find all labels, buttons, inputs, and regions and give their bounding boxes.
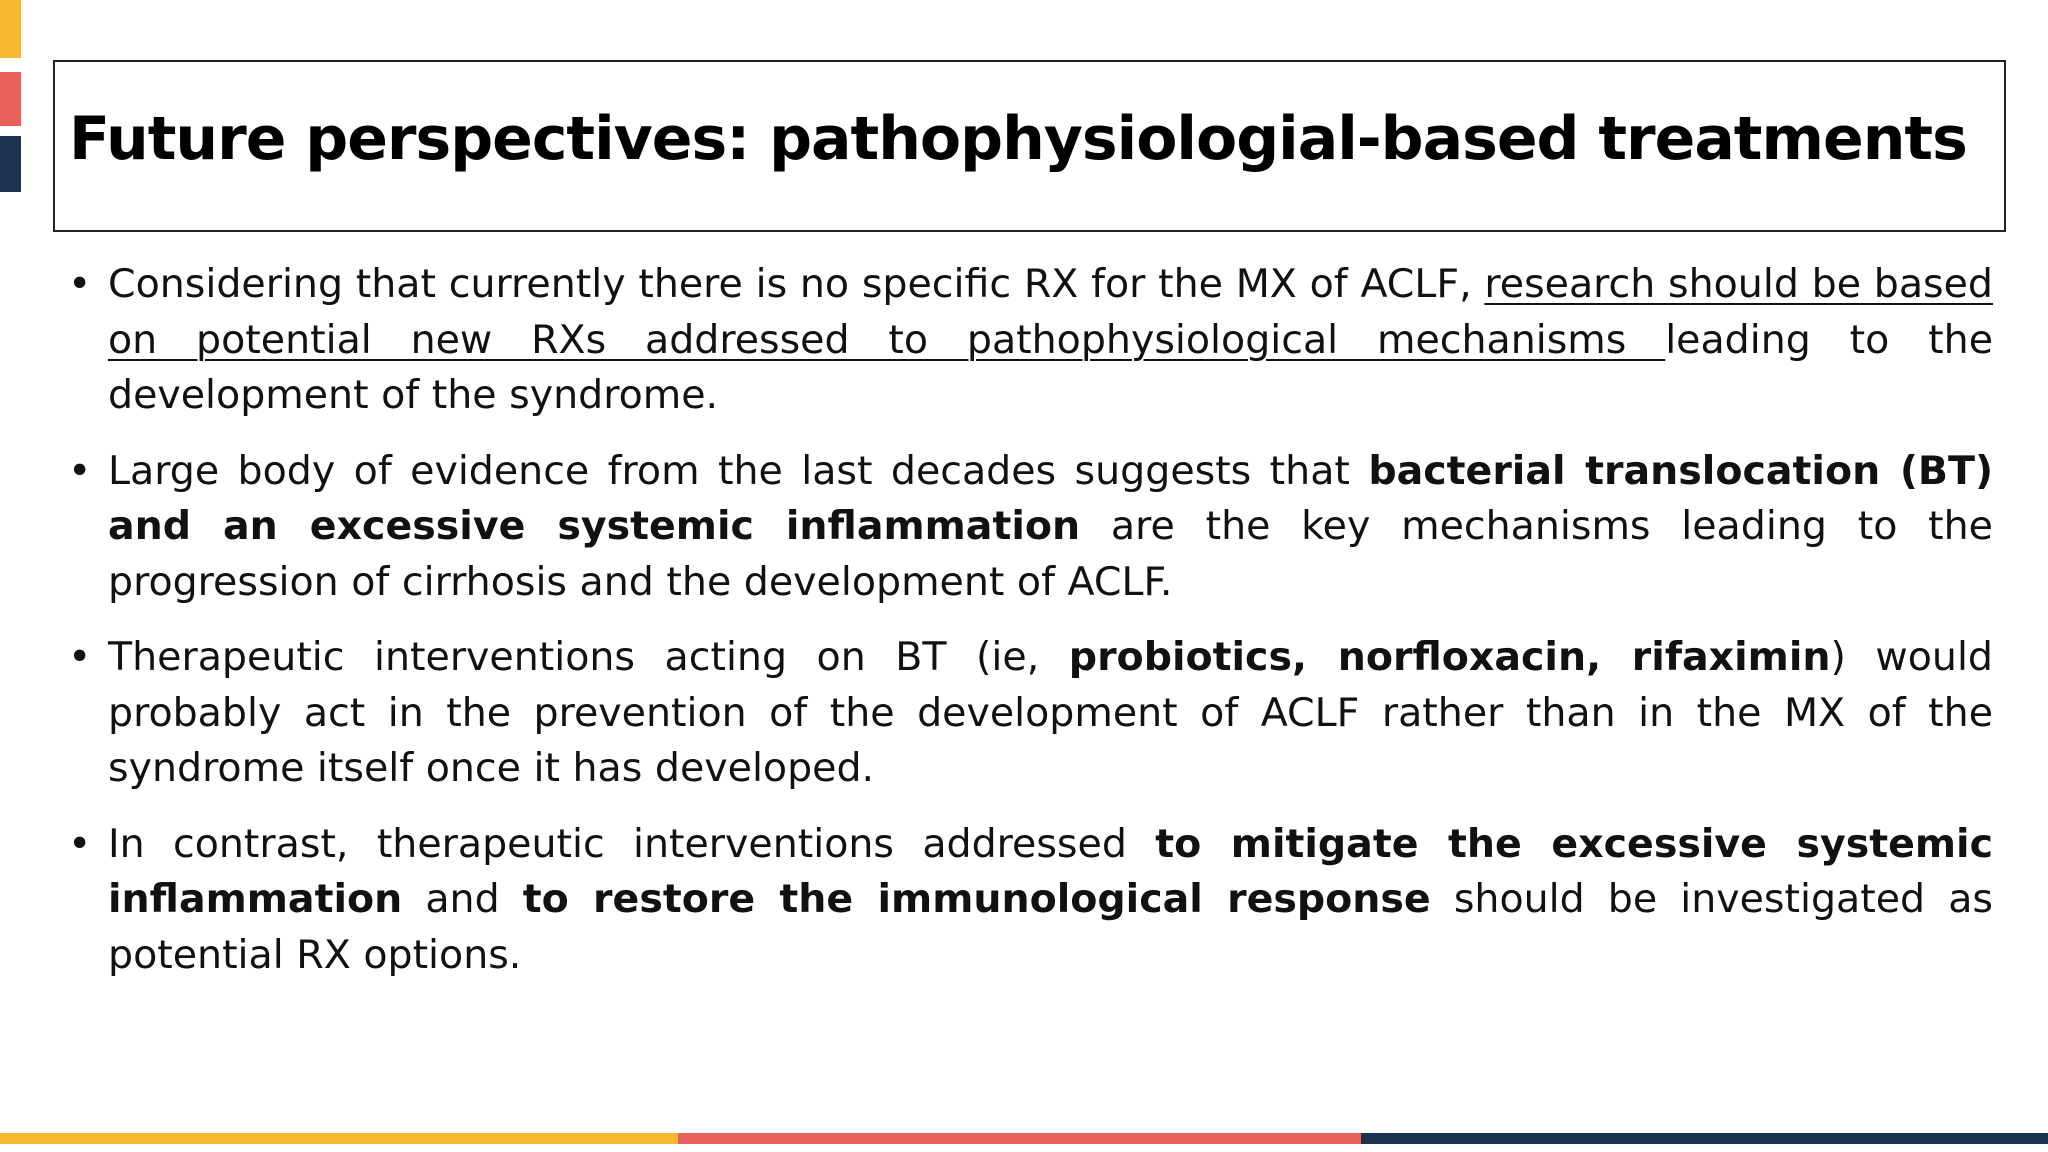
bottom-bar-red xyxy=(678,1133,1361,1144)
bottom-bar-navy xyxy=(1361,1133,2048,1144)
bullet-dot: • xyxy=(68,634,92,680)
bullet-dot: • xyxy=(68,261,92,307)
bullet-text xyxy=(108,634,1993,791)
bold-text: to restore the immunological response xyxy=(522,876,1431,922)
side-accent-navy xyxy=(0,136,21,192)
title-box xyxy=(53,60,2006,232)
bottom-color-bar xyxy=(0,1133,2048,1144)
bullet-text xyxy=(108,448,1993,605)
bold-text: to mitigate the excessive systemic inflammation xyxy=(108,820,1993,922)
bullet-text-part: should be investigated as potential RX options. xyxy=(108,876,1993,978)
bullet-text-part: ) would probably act in the prevention of the development of ACLF rather than in the MX of the syndrome itself once it has developed. xyxy=(108,634,1993,791)
bullet-text-part: and xyxy=(402,876,523,922)
bullet-text-part: leading to the development of the syndrome. xyxy=(108,316,1993,418)
side-accent-yellow xyxy=(0,0,21,58)
bullet-text-part: Therapeutic interventions acting on BT (ie, xyxy=(108,634,1069,680)
bullet-dot: • xyxy=(68,820,92,867)
bullet-text-part: are the key mechanisms leading to the progression of cirrhosis and the development of ACLF. xyxy=(108,503,1993,605)
bullet-item xyxy=(68,257,1993,424)
bullet-list xyxy=(68,257,1993,1003)
bullet-text xyxy=(108,261,1993,418)
bottom-bar-yellow xyxy=(0,1133,678,1144)
underlined-text: research should be based on potential new RXs addressed to pathophysiological mechanisms xyxy=(108,261,1993,363)
bullet-dot: • xyxy=(68,447,92,494)
bullet-item xyxy=(68,444,1993,611)
bullet-item xyxy=(68,817,1993,984)
bullet-text-part: In contrast, therapeutic interventions addressed xyxy=(108,820,1156,867)
side-accent-red xyxy=(0,72,21,126)
bullet-text xyxy=(108,821,1993,978)
bullet-item xyxy=(68,630,1993,797)
bullet-text-part: Large body of evidence from the last decades suggests that xyxy=(108,447,1369,494)
slide-title: Future perspectives: pathophysiologial-based treatments xyxy=(69,104,1967,174)
bullet-text-part: Considering that currently there is no specific RX for the MX of ACLF, xyxy=(108,261,1485,307)
bold-text: bacterial translocation (BT) and an excessive systemic inflammation xyxy=(108,447,1993,549)
bold-text: probiotics, norfloxacin, rifaximin xyxy=(1068,634,1831,680)
